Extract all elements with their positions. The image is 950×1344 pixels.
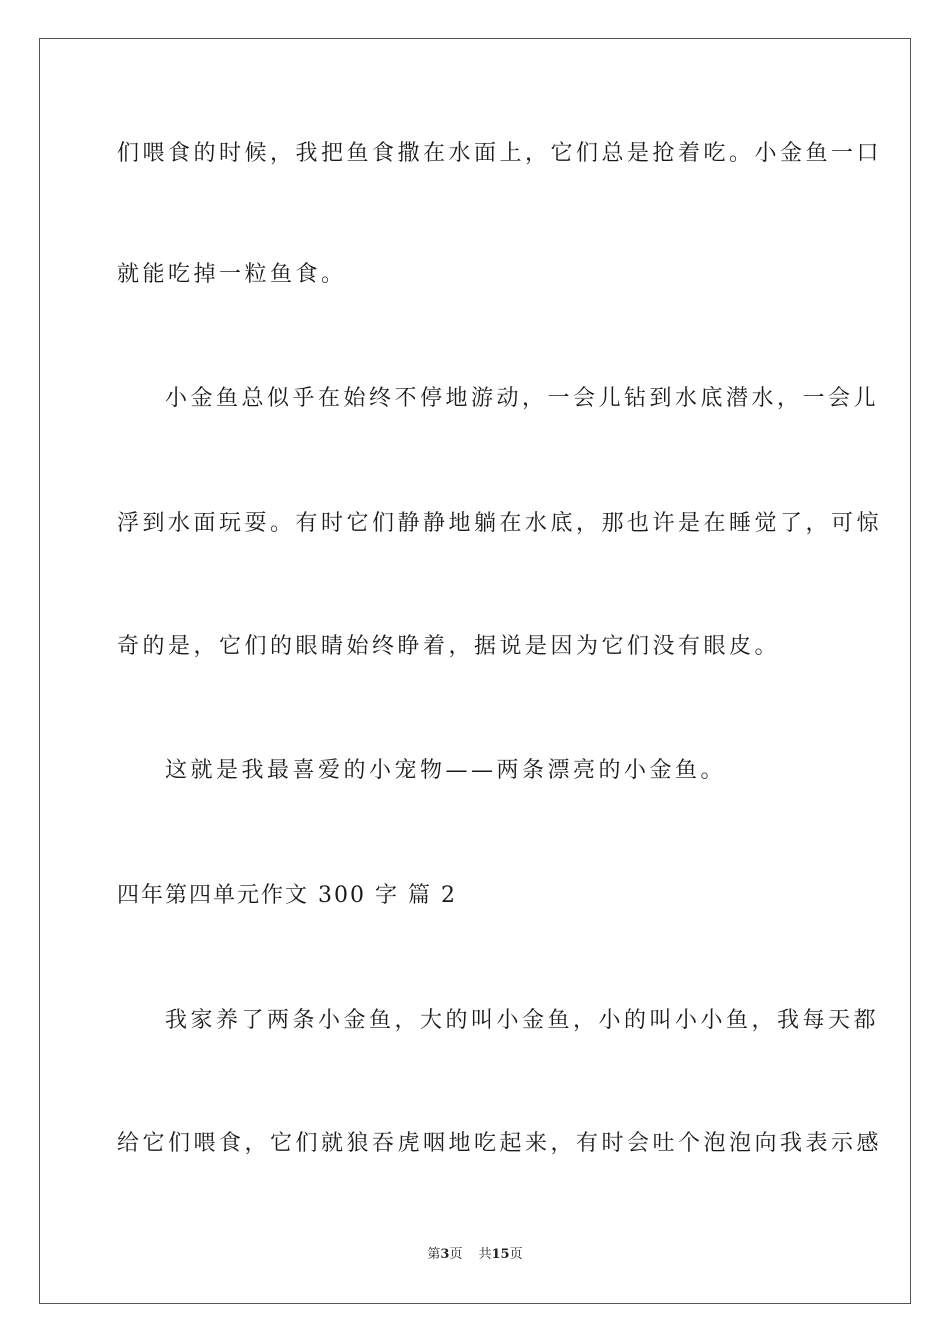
text-line-1: 们喂食的时候，我把鱼食撒在水面上，它们总是抢着吃。小金鱼一口: [117, 141, 883, 166]
footer-page-number: 3: [440, 1247, 450, 1262]
section-heading: 四年第四单元作文 300 字 篇 2: [117, 883, 457, 908]
text-line-2: 就能吃掉一粒鱼食。: [117, 262, 347, 287]
footer-page-suffix: 页: [449, 1247, 463, 1262]
text-line-5: 奇的是，它们的眼睛始终睁着，据说是因为它们没有眼皮。: [117, 634, 781, 659]
footer-total-prefix: 共: [478, 1247, 492, 1262]
text-line-6: 这就是我最喜爱的小宠物——两条漂亮的小金鱼。: [165, 758, 727, 783]
footer-total-number: 15: [491, 1247, 510, 1262]
page-frame: [39, 38, 911, 1304]
text-line-8: 我家养了两条小金鱼，大的叫小金鱼，小的叫小小鱼，我每天都: [165, 1008, 880, 1033]
text-line-3: 小金鱼总似乎在始终不停地游动，一会儿钻到水底潜水，一会儿: [165, 386, 880, 411]
footer-page-prefix: 第: [427, 1247, 441, 1262]
text-line-9: 给它们喂食，它们就狼吞虎咽地吃起来，有时会吐个泡泡向我表示感: [117, 1131, 883, 1156]
footer-total-suffix: 页: [509, 1247, 523, 1262]
text-line-4: 浮到水面玩耍。有时它们静静地躺在水底，那也许是在睡觉了，可惊: [117, 511, 883, 536]
page-footer: [0, 1246, 950, 1264]
